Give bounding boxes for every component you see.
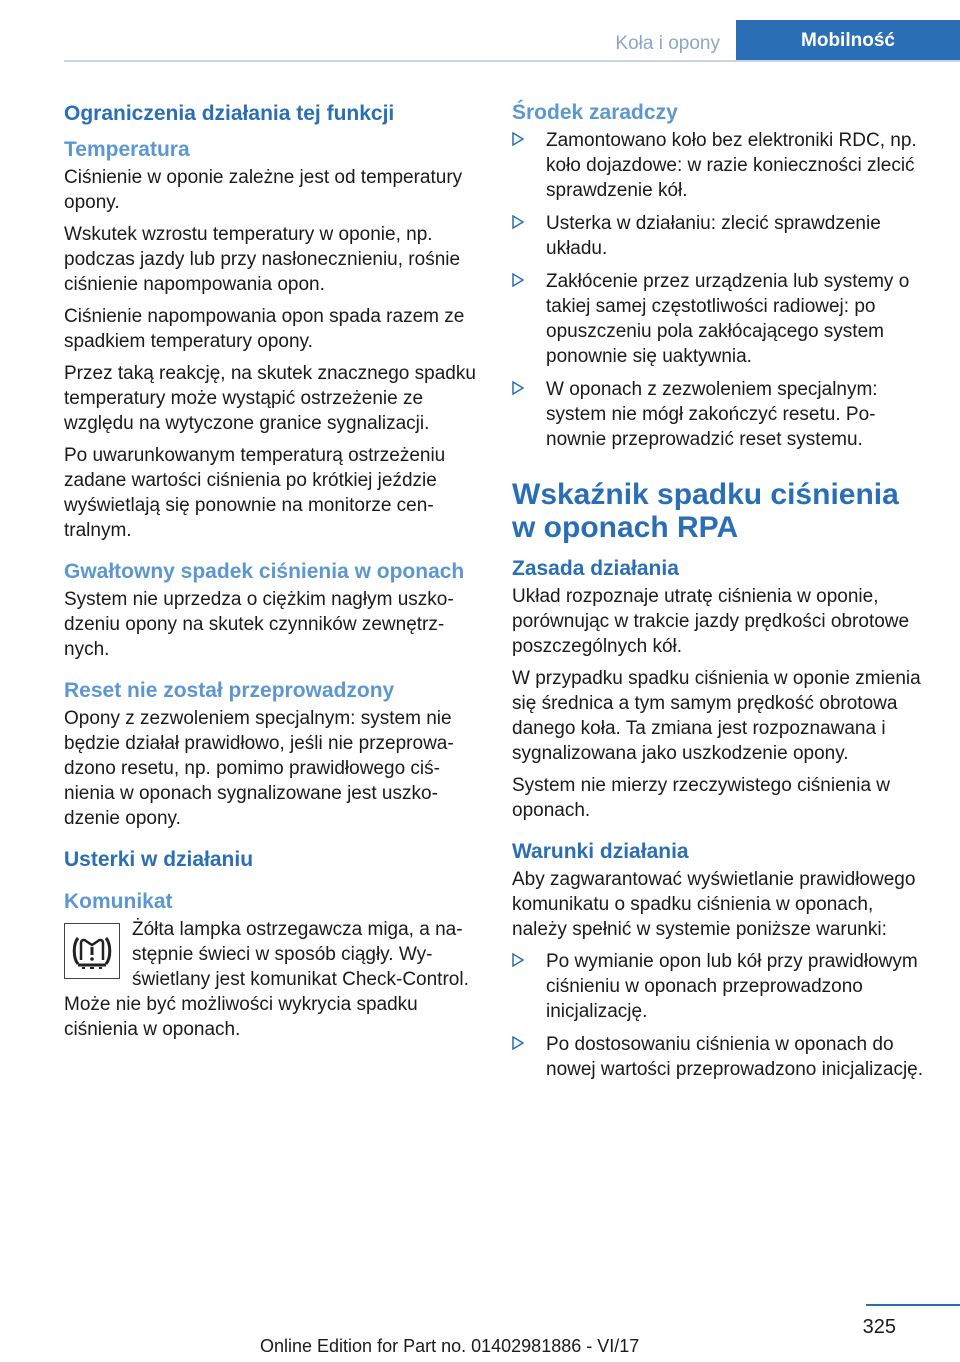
triangle-bullet-icon (512, 953, 524, 967)
heading-temperature: Temperatura (64, 138, 190, 161)
header-chapter-tab: Mobilność (736, 20, 960, 62)
heading-remedy: Środek zaradczy (512, 101, 678, 124)
paragraph: Wskutek wzrostu temperatury w oponie, np. podczas jazdy lub przy nasłonecznieniu, rośnie ciśnienie napompowania opon. (64, 224, 461, 295)
heading-conditions: Warunki działania (512, 840, 689, 863)
tire-pressure-warning-icon (64, 923, 120, 979)
list-item (512, 128, 928, 203)
page-number: 325 (862, 1316, 896, 1338)
header-divider (64, 60, 960, 62)
list-item-text: Usterka w działaniu: zlecić sprawdzenie układu. (546, 213, 881, 259)
list-item-text: W oponach z zezwoleniem specjalnym: system nie mógł zakończyć resetu. Ponownie przeprowadzić reset systemu. (546, 379, 878, 450)
conditions-list (512, 949, 928, 1082)
heading-limits: Ograniczenia działania tej funkcji (64, 102, 395, 125)
heading-faults: Usterki w działaniu (64, 848, 254, 871)
triangle-bullet-icon (512, 132, 524, 146)
header-section: Koła i opony (615, 33, 720, 54)
footer-edition: Online Edition for Part no. 01402981886 - VI/17 (260, 1336, 640, 1356)
paragraph-message: Żółta lampka ostrzegawcza miga, a następnie świeci w sposób ciągły. Wyświetlany jest komunikat Check-Control. Może nie być możliwości wykrycia spadku ciśnienia w oponach. (64, 919, 469, 1040)
heading-sudden-drop: Gwałtowny spadek ciśnienia w oponach (64, 560, 465, 583)
triangle-bullet-icon (512, 381, 524, 395)
list-item-text: Zamontowano koło bez elektroniki RDC, np. koło dojazdowe: w razie konieczności zlecić sprawdzenie kół. (546, 130, 917, 201)
footer-accent-line (866, 1304, 960, 1306)
triangle-bullet-icon (512, 215, 524, 229)
remedy-list (512, 128, 928, 452)
triangle-bullet-icon (512, 273, 524, 287)
heading-message: Komunikat (64, 890, 173, 913)
paragraph: System nie mierzy rzeczywistego ciśnienia w oponach. (512, 775, 891, 821)
heading-reset: Reset nie został przeprowadzony (64, 679, 395, 702)
paragraph: Ciśnienie napompowania opon spada razem ze spadkiem temperatury opony. (64, 306, 465, 352)
page-header (0, 0, 960, 62)
paragraph: Ciśnienie w oponie zależne jest od temperatury opony. (64, 167, 463, 213)
message-block (64, 917, 482, 1042)
paragraph: W przypadku spadku ciśnienia w oponie zmienia się średnica a tym samym prędkość obrotowa danego koła. Ta zmiana jest rozpoznawana i sygnalizowana jako uszkodzenie opony. (512, 668, 921, 764)
list-item (512, 211, 928, 261)
list-item-text: Po wymianie opon lub kół przy prawidłowym ciśnieniu w oponach przeprowadzono inicjalizację. (546, 951, 918, 1022)
heading-principle: Zasada działania (512, 557, 679, 580)
list-item (512, 269, 928, 369)
list-item-text: Po dostosowaniu ciśnienia w oponach do nowej wartości przeprowadzono inicjalizację. (546, 1034, 924, 1080)
paragraph: Układ rozpoznaje utratę ciśnienia w oponie, porównując w trakcie jazdy prędkości obrotowe poszczególnych kół. (512, 586, 910, 657)
right-column (512, 100, 928, 1090)
left-column (64, 100, 482, 1049)
triangle-bullet-icon (512, 1036, 524, 1050)
paragraph: Aby zagwarantować wyświetlanie prawidłowego komunikatu o spadku ciśnienia w oponach, należy spełnić w systemie poniższe warunki: (512, 869, 916, 940)
paragraph: Opony z zezwoleniem specjalnym: system nie będzie działał prawidłowo, jeśli nie przeprowadzono resetu, np. pomimo prawidłowego ciśnienia w oponach sygnalizowane jest uszkodzenie opony. (64, 708, 454, 829)
list-item-text: Zakłócenie przez urządzenia lub systemy o takiej samej częstotliwości radiowej: po opuszczeniu pola zakłócającego system ponownie się uaktywnia. (546, 271, 910, 367)
paragraph: Przez taką reakcję, na skutek znacznego spadku temperatury może wystąpić ostrzeżenie ze względu na wytyczone granice sygnalizacji. (64, 363, 476, 434)
list-item (512, 949, 928, 1024)
list-item (512, 377, 928, 452)
list-item (512, 1032, 928, 1082)
paragraph: Po uwarunkowanym temperaturą ostrzeżeniu zadane wartości ciśnienia po krótkiej jeździe wyświetlają się ponownie na monitorze centralnym. (64, 445, 446, 541)
paragraph: System nie uprzedza o ciężkim nagłym uszkodzeniu opony na skutek czynników zewnętrznych. (64, 589, 454, 660)
heading-rpa: Wskaźnik spadku ciśnienia w oponach RPA (512, 478, 899, 544)
